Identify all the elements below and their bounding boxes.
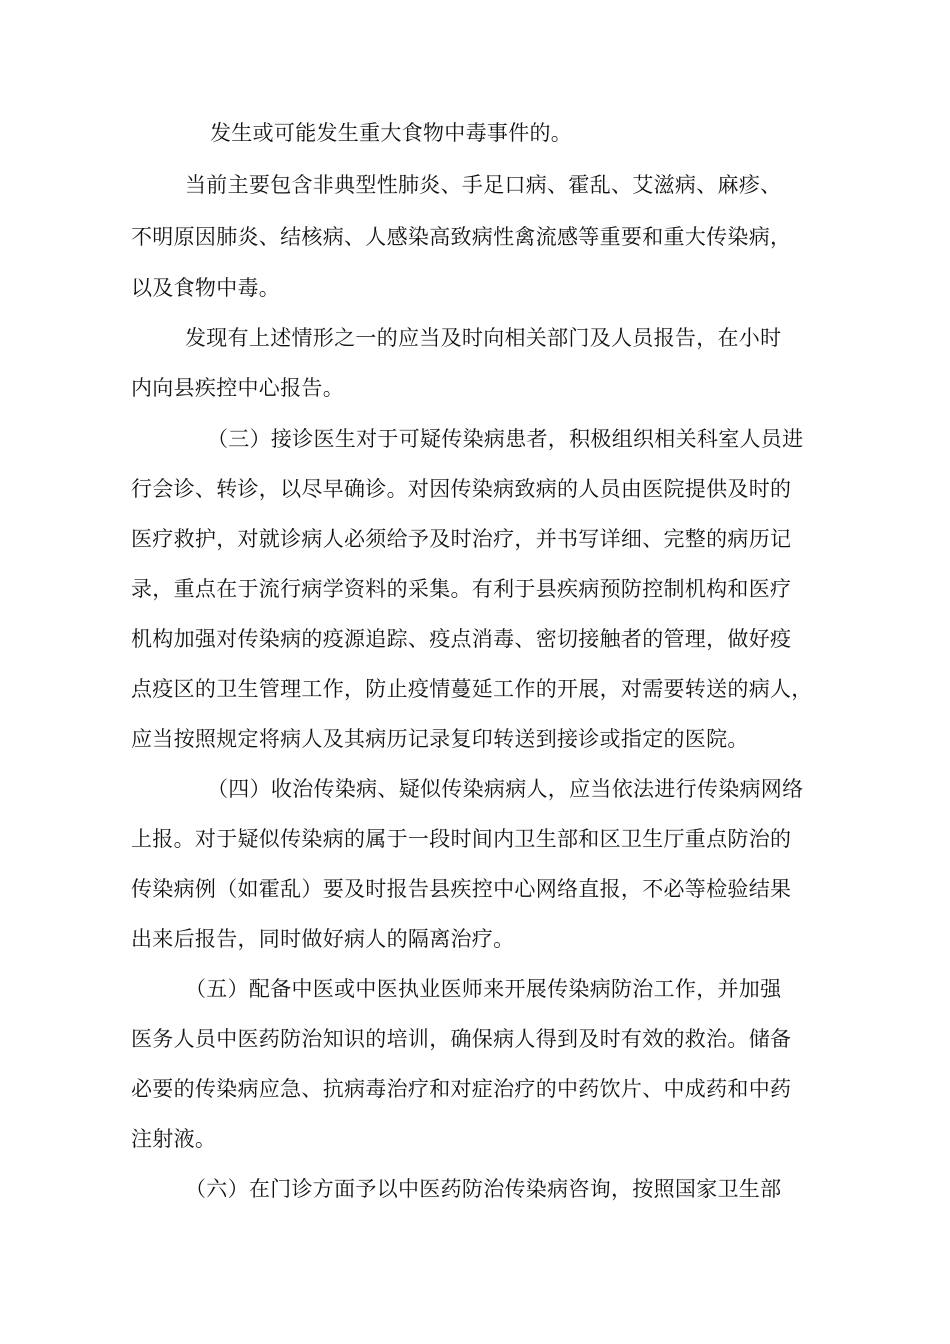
text-line: 上报。对于疑似传染病的属于一段时间内卫生部和区卫生厅重点防治的 (131, 827, 792, 851)
text-line: 点疫区的卫生管理工作，防止疫情蔓延工作的开展，对需要转送的病人， (131, 677, 813, 701)
text-line: 必要的传染病应急、抗病毒治疗和对症治疗的中药饮片、中成药和中药 (131, 1077, 792, 1101)
text-line: （四）收治传染病、疑似传染病病人，应当依法进行传染病网络 (207, 777, 804, 801)
text-line: 录，重点在于流行病学资料的采集。有利于县疾病预防控制机构和医疗 (131, 577, 792, 601)
text-line: 传染病例（如霍乱）要及时报告县疾控中心网络直报，不必等检验结果 (131, 877, 792, 901)
text-line: 医疗救护，对就诊病人必须给予及时治疗，并书写详细、完整的病历记 (131, 527, 792, 551)
text-line: 注射液。 (131, 1127, 217, 1151)
text-line: （三）接诊医生对于可疑传染病患者，积极组织相关科室人员进 (207, 427, 804, 451)
text-line: 机构加强对传染病的疫源追踪、疫点消毒、密切接触者的管理，做好疫 (131, 627, 792, 651)
text-line: 内向县疾控中心报告。 (131, 376, 344, 400)
text-line: 应当按照规定将病人及其病历记录复印转送到接诊或指定的医院。 (131, 727, 749, 751)
text-line: 当前主要包含非典型性肺炎、手足口病、霍乱、艾滋病、麻疹、 (185, 173, 782, 197)
text-line: 发现有上述情形之一的应当及时向相关部门及人员报告，在小时 (185, 326, 782, 350)
text-line: 医务人员中医药防治知识的培训，确保病人得到及时有效的救治。储备 (131, 1027, 792, 1051)
text-line: 发生或可能发生重大食物中毒事件的。 (210, 121, 573, 145)
text-line: 行会诊、转诊，以尽早确诊。对因传染病致病的人员由医院提供及时的 (131, 477, 792, 501)
text-line: 出来后报告，同时做好病人的隔离治疗。 (131, 927, 515, 951)
text-line: （五）配备中医或中医执业医师来开展传染病防治工作，并加强 (185, 977, 782, 1001)
text-line: 不明原因肺炎、结核病、人感染高致病性禽流感等重要和重大传染病， (131, 225, 792, 249)
text-line: （六）在门诊方面予以中医药防治传染病咨询，按照国家卫生部 (185, 1177, 782, 1201)
text-line: 以及食物中毒。 (131, 276, 281, 300)
